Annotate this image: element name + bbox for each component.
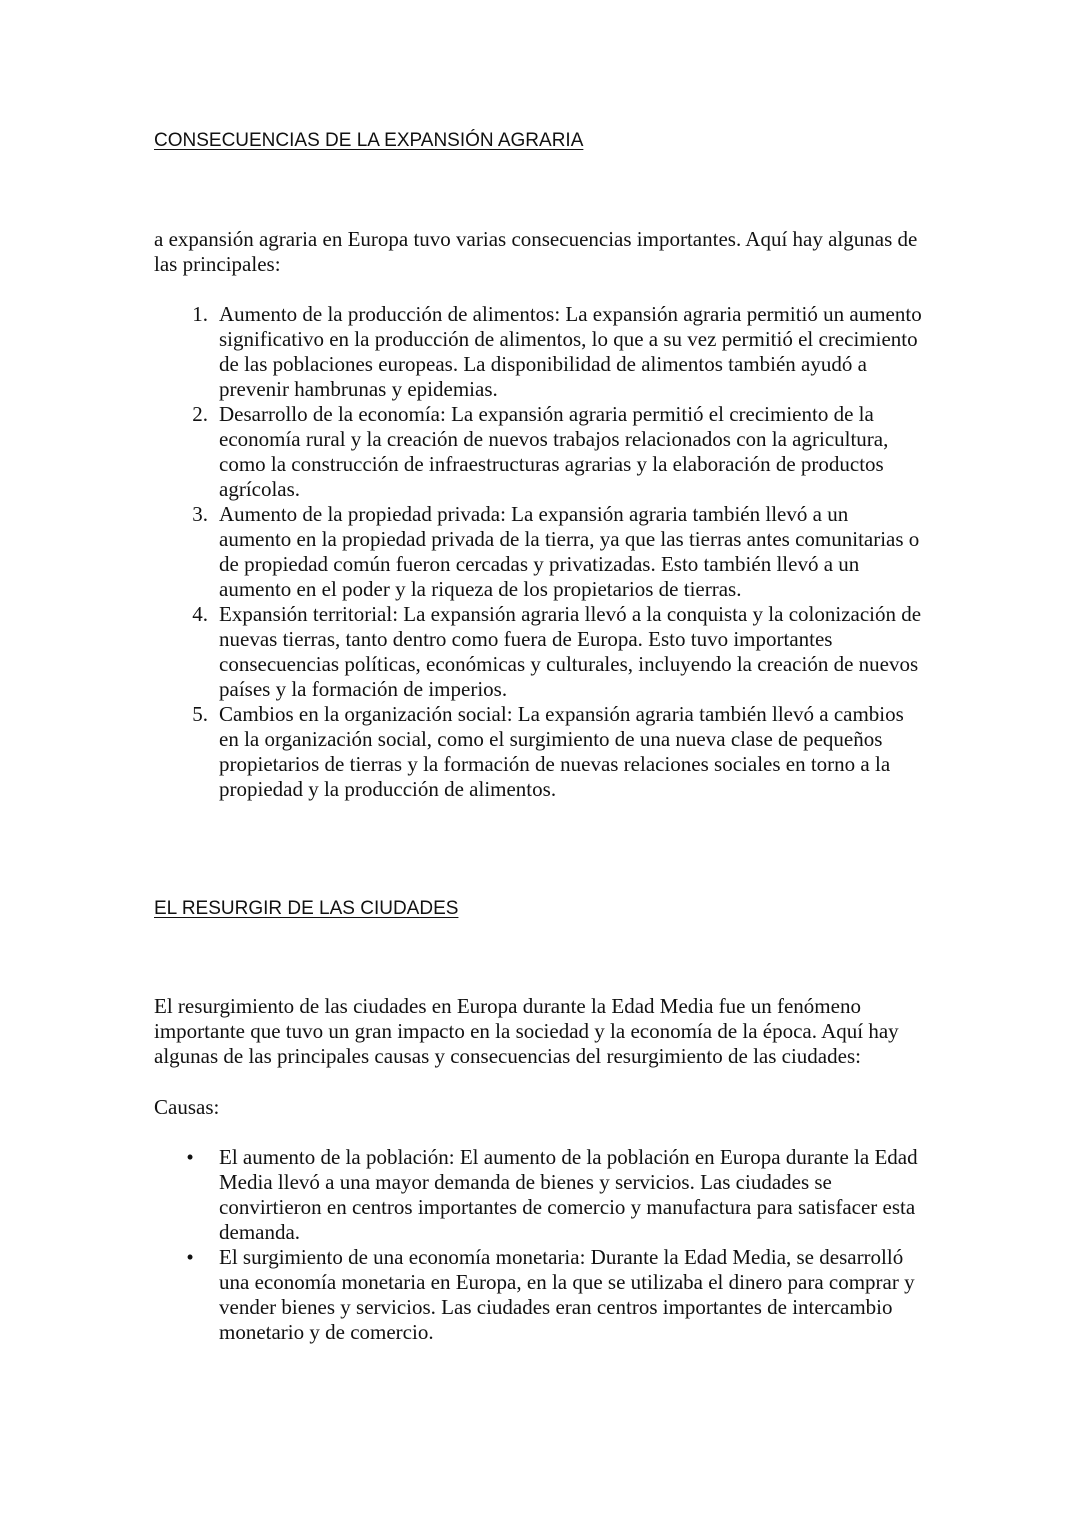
list-item <box>154 502 924 602</box>
causes-list <box>154 1145 924 1345</box>
list-item-text: El surgimiento de una economía monetaria: Durante la Edad Media, se desarrolló una economía monetaria en Europa, en la que se utilizaba el dinero para comprar y vender bienes y servicios. Las ciudades eran centros importantes de intercambio monetario y de comercio. <box>219 1245 915 1344</box>
bullet-icon: • <box>186 1245 194 1269</box>
list-item-text: Expansión territorial: La expansión agraria llevó a la conquista y la colonización de nuevas tierras, tanto dentro como fuera de Europa. Esto tuvo importantes consecuencias políticas, económicas y culturales, incluyendo la creación de nuevos países y la formación de imperios. <box>219 602 922 701</box>
section-intro-resurgir: El resurgimiento de las ciudades en Europa durante la Edad Media fue un fenómeno importante que tuvo un gran impacto en la sociedad y la economía de la época. Aquí hay algunas de las principales causas y consecuencias del resurgimiento de las ciudades: <box>154 994 899 1068</box>
list-item-text: Cambios en la organización social: La expansión agraria también llevó a cambios en la organización social, como el surgimiento de una nueva clase de pequeños propietarios de tierras y la formación de nuevas relaciones sociales en torno a la propiedad y la producción de alimentos. <box>219 702 904 801</box>
list-item-text: Aumento de la producción de alimentos: La expansión agraria permitió un aumento significativo en la producción de alimentos, lo que a su vez permitió el crecimiento de las poblaciones europeas. La disponibilidad de alimentos también ayudó a prevenir hambrunas y epidemias. <box>219 302 922 401</box>
list-number: 2. <box>192 402 208 426</box>
list-item <box>154 402 924 502</box>
list-number: 4. <box>192 602 208 626</box>
list-item <box>154 702 924 802</box>
list-item-text: Desarrollo de la economía: La expansión agraria permitió el crecimiento de la economía rural y la creación de nuevos trabajos relacionados con la agricultura, como la construcción de infraestructuras agrarias y la elaboración de productos agrícolas. <box>219 402 889 501</box>
list-item <box>154 1145 924 1245</box>
section-intro-consecuencias: a expansión agraria en Europa tuvo varias consecuencias importantes. Aquí hay algunas de las principales: <box>154 227 918 276</box>
list-item <box>154 302 924 402</box>
section-heading-consecuencias: CONSECUENCIAS DE LA EXPANSIÓN AGRARIA <box>154 130 584 151</box>
list-item <box>154 1245 924 1345</box>
list-item-text: El aumento de la población: El aumento de la población en Europa durante la Edad Media llevó a una mayor demanda de bienes y servicios. Las ciudades se convirtieron en centros importantes de comercio y manufactura para satisfacer esta demanda. <box>219 1145 918 1244</box>
list-number: 1. <box>192 302 208 326</box>
causes-label: Causas: <box>154 1095 220 1119</box>
list-number: 5. <box>192 702 208 726</box>
list-item <box>154 602 924 702</box>
list-number: 3. <box>192 502 208 526</box>
section-heading-resurgir: EL RESURGIR DE LAS CIUDADES <box>154 898 459 919</box>
bullet-icon: • <box>186 1145 194 1169</box>
list-item-text: Aumento de la propiedad privada: La expansión agraria también llevó a un aumento en la propiedad privada de la tierra, ya que las tierras antes comunitarias o de propiedad común fueron cercadas y privatizadas. Esto también llevó a un aumento en el poder y la riqueza de los propietarios de tierras. <box>219 502 920 601</box>
consequences-list <box>154 302 924 802</box>
